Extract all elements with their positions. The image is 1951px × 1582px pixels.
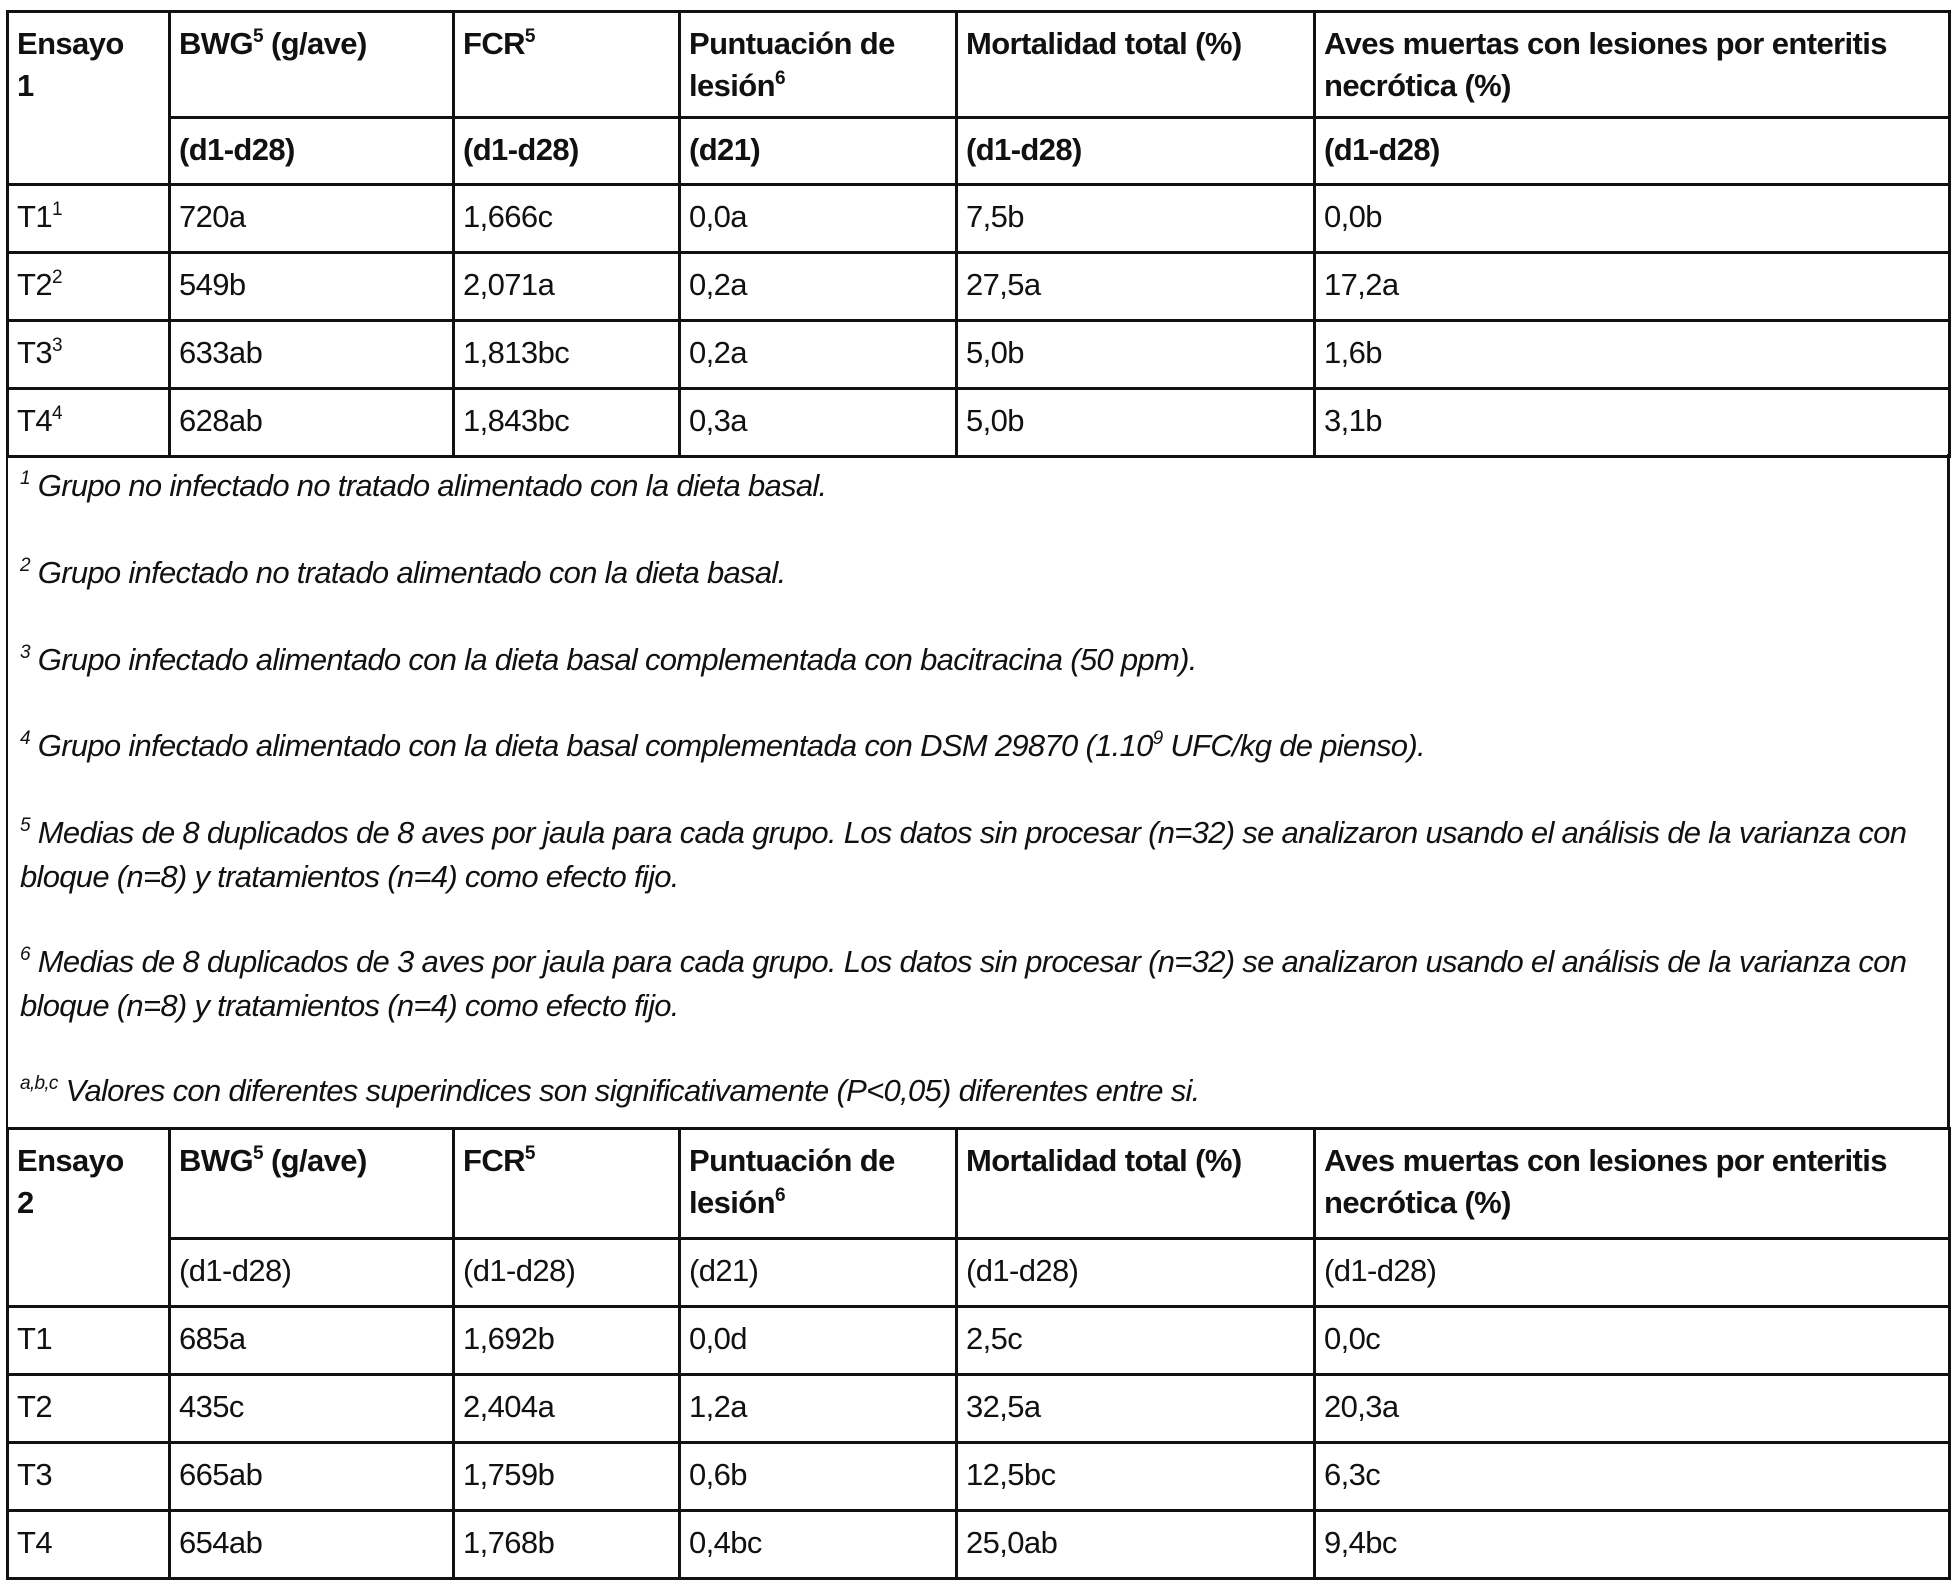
footnote-3: 3 Grupo infectado alimentado con la dieta basal complementada con bacitracina (50 ppm). <box>20 638 1940 682</box>
header-trial: Ensayo 2 <box>8 1129 170 1307</box>
period: (d1-d28) <box>170 118 454 185</box>
table-cell: 0,0a <box>680 185 957 253</box>
table-cell: 549b <box>170 253 454 321</box>
footnotes <box>6 454 1950 1127</box>
treatment-label: T1 <box>8 1307 170 1375</box>
table-cell: 12,5bc <box>957 1443 1315 1511</box>
table-cell: 1,813bc <box>454 321 680 389</box>
table-cell: 25,0ab <box>957 1511 1315 1579</box>
table-cell: 1,6b <box>1315 321 1950 389</box>
table-cell: 654ab <box>170 1511 454 1579</box>
footnote-1: 1 Grupo no infectado no tratado alimentado con la dieta basal. <box>20 464 1940 508</box>
table-row <box>8 185 1950 253</box>
header-bwg: BWG5 (g/ave) <box>170 1129 454 1239</box>
table-cell: 2,071a <box>454 253 680 321</box>
table-cell: 1,666c <box>454 185 680 253</box>
period: (d1-d28) <box>1315 118 1950 185</box>
table-row <box>8 1511 1950 1579</box>
table-cell: 665ab <box>170 1443 454 1511</box>
table-cell: 7,5b <box>957 185 1315 253</box>
footnote-4: 4 Grupo infectado alimentado con la dieta basal complementada con DSM 29870 (1.109 UFC/kg de pienso). <box>20 724 1940 768</box>
footnote-significance: a,b,c Valores con diferentes superindices son significativamente (P<0,05) diferentes entre si. <box>20 1069 1940 1113</box>
table-cell: 1,759b <box>454 1443 680 1511</box>
table-cell: 1,692b <box>454 1307 680 1375</box>
table-cell: 633ab <box>170 321 454 389</box>
footnote-2: 2 Grupo infectado no tratado alimentado con la dieta basal. <box>20 551 1940 595</box>
table-row <box>8 389 1950 457</box>
table-cell: 628ab <box>170 389 454 457</box>
table-cell: 0,0c <box>1315 1307 1950 1375</box>
table-cell: 1,2a <box>680 1375 957 1443</box>
table-cell: 17,2a <box>1315 253 1950 321</box>
table-cell: 27,5a <box>957 253 1315 321</box>
period: (d21) <box>680 1239 957 1307</box>
table-cell: 0,0b <box>1315 185 1950 253</box>
period: (d1-d28) <box>957 118 1315 185</box>
table-cell: 1,843bc <box>454 389 680 457</box>
table-cell: 0,3a <box>680 389 957 457</box>
trial-2-table <box>6 1127 1951 1580</box>
table-cell: 32,5a <box>957 1375 1315 1443</box>
period: (d1-d28) <box>454 1239 680 1307</box>
treatment-label: T4 <box>8 1511 170 1579</box>
treatment-label: T11 <box>8 185 170 253</box>
table-cell: 3,1b <box>1315 389 1950 457</box>
footnote-5: 5 Medias de 8 duplicados de 8 aves por jaula para cada grupo. Los datos sin procesar (n=32) se analizaron usando el análisis de la varianza con bloque (n=8) y tratamientos (n=4) como efecto fijo. <box>20 811 1940 899</box>
table-cell: 2,5c <box>957 1307 1315 1375</box>
table-cell: 720a <box>170 185 454 253</box>
header-mortality: Mortalidad total (%) <box>957 1129 1315 1239</box>
table-cell: 20,3a <box>1315 1375 1950 1443</box>
table-cell: 6,3c <box>1315 1443 1950 1511</box>
table-cell: 5,0b <box>957 389 1315 457</box>
treatment-label: T3 <box>8 1443 170 1511</box>
table-row <box>8 253 1950 321</box>
table-cell: 0,4bc <box>680 1511 957 1579</box>
table-cell: 685a <box>170 1307 454 1375</box>
table-cell: 5,0b <box>957 321 1315 389</box>
table-cell: 2,404a <box>454 1375 680 1443</box>
header-dead-birds: Aves muertas con lesiones por enteritis necrótica (%) <box>1315 1129 1950 1239</box>
table-cell: 0,2a <box>680 253 957 321</box>
header-lesion: Puntuación de lesión6 <box>680 12 957 118</box>
header-dead-birds: Aves muertas con lesiones por enteritis necrótica (%) <box>1315 12 1950 118</box>
header-fcr: FCR5 <box>454 12 680 118</box>
footnote-6: 6 Medias de 8 duplicados de 3 aves por jaula para cada grupo. Los datos sin procesar (n=32) se analizaron usando el análisis de la varianza con bloque (n=8) y tratamientos (n=4) como efecto fijo. <box>20 940 1940 1028</box>
table-cell: 0,2a <box>680 321 957 389</box>
period: (d1-d28) <box>170 1239 454 1307</box>
period: (d1-d28) <box>454 118 680 185</box>
treatment-label: T44 <box>8 389 170 457</box>
table-cell: 435c <box>170 1375 454 1443</box>
table-row <box>8 1375 1950 1443</box>
treatment-label: T2 <box>8 1375 170 1443</box>
period: (d21) <box>680 118 957 185</box>
header-lesion: Puntuación de lesión6 <box>680 1129 957 1239</box>
header-trial: Ensayo 1 <box>8 12 170 185</box>
table-cell: 1,768b <box>454 1511 680 1579</box>
table-row <box>8 321 1950 389</box>
header-mortality: Mortalidad total (%) <box>957 12 1315 118</box>
table-row <box>8 1443 1950 1511</box>
header-fcr: FCR5 <box>454 1129 680 1239</box>
treatment-label: T22 <box>8 253 170 321</box>
header-bwg: BWG5 (g/ave) <box>170 12 454 118</box>
table-row <box>8 1307 1950 1375</box>
table-cell: 0,0d <box>680 1307 957 1375</box>
period: (d1-d28) <box>1315 1239 1950 1307</box>
table-cell: 0,6b <box>680 1443 957 1511</box>
period: (d1-d28) <box>957 1239 1315 1307</box>
trial-1-table <box>6 10 1951 458</box>
table-cell: 9,4bc <box>1315 1511 1950 1579</box>
treatment-label: T33 <box>8 321 170 389</box>
